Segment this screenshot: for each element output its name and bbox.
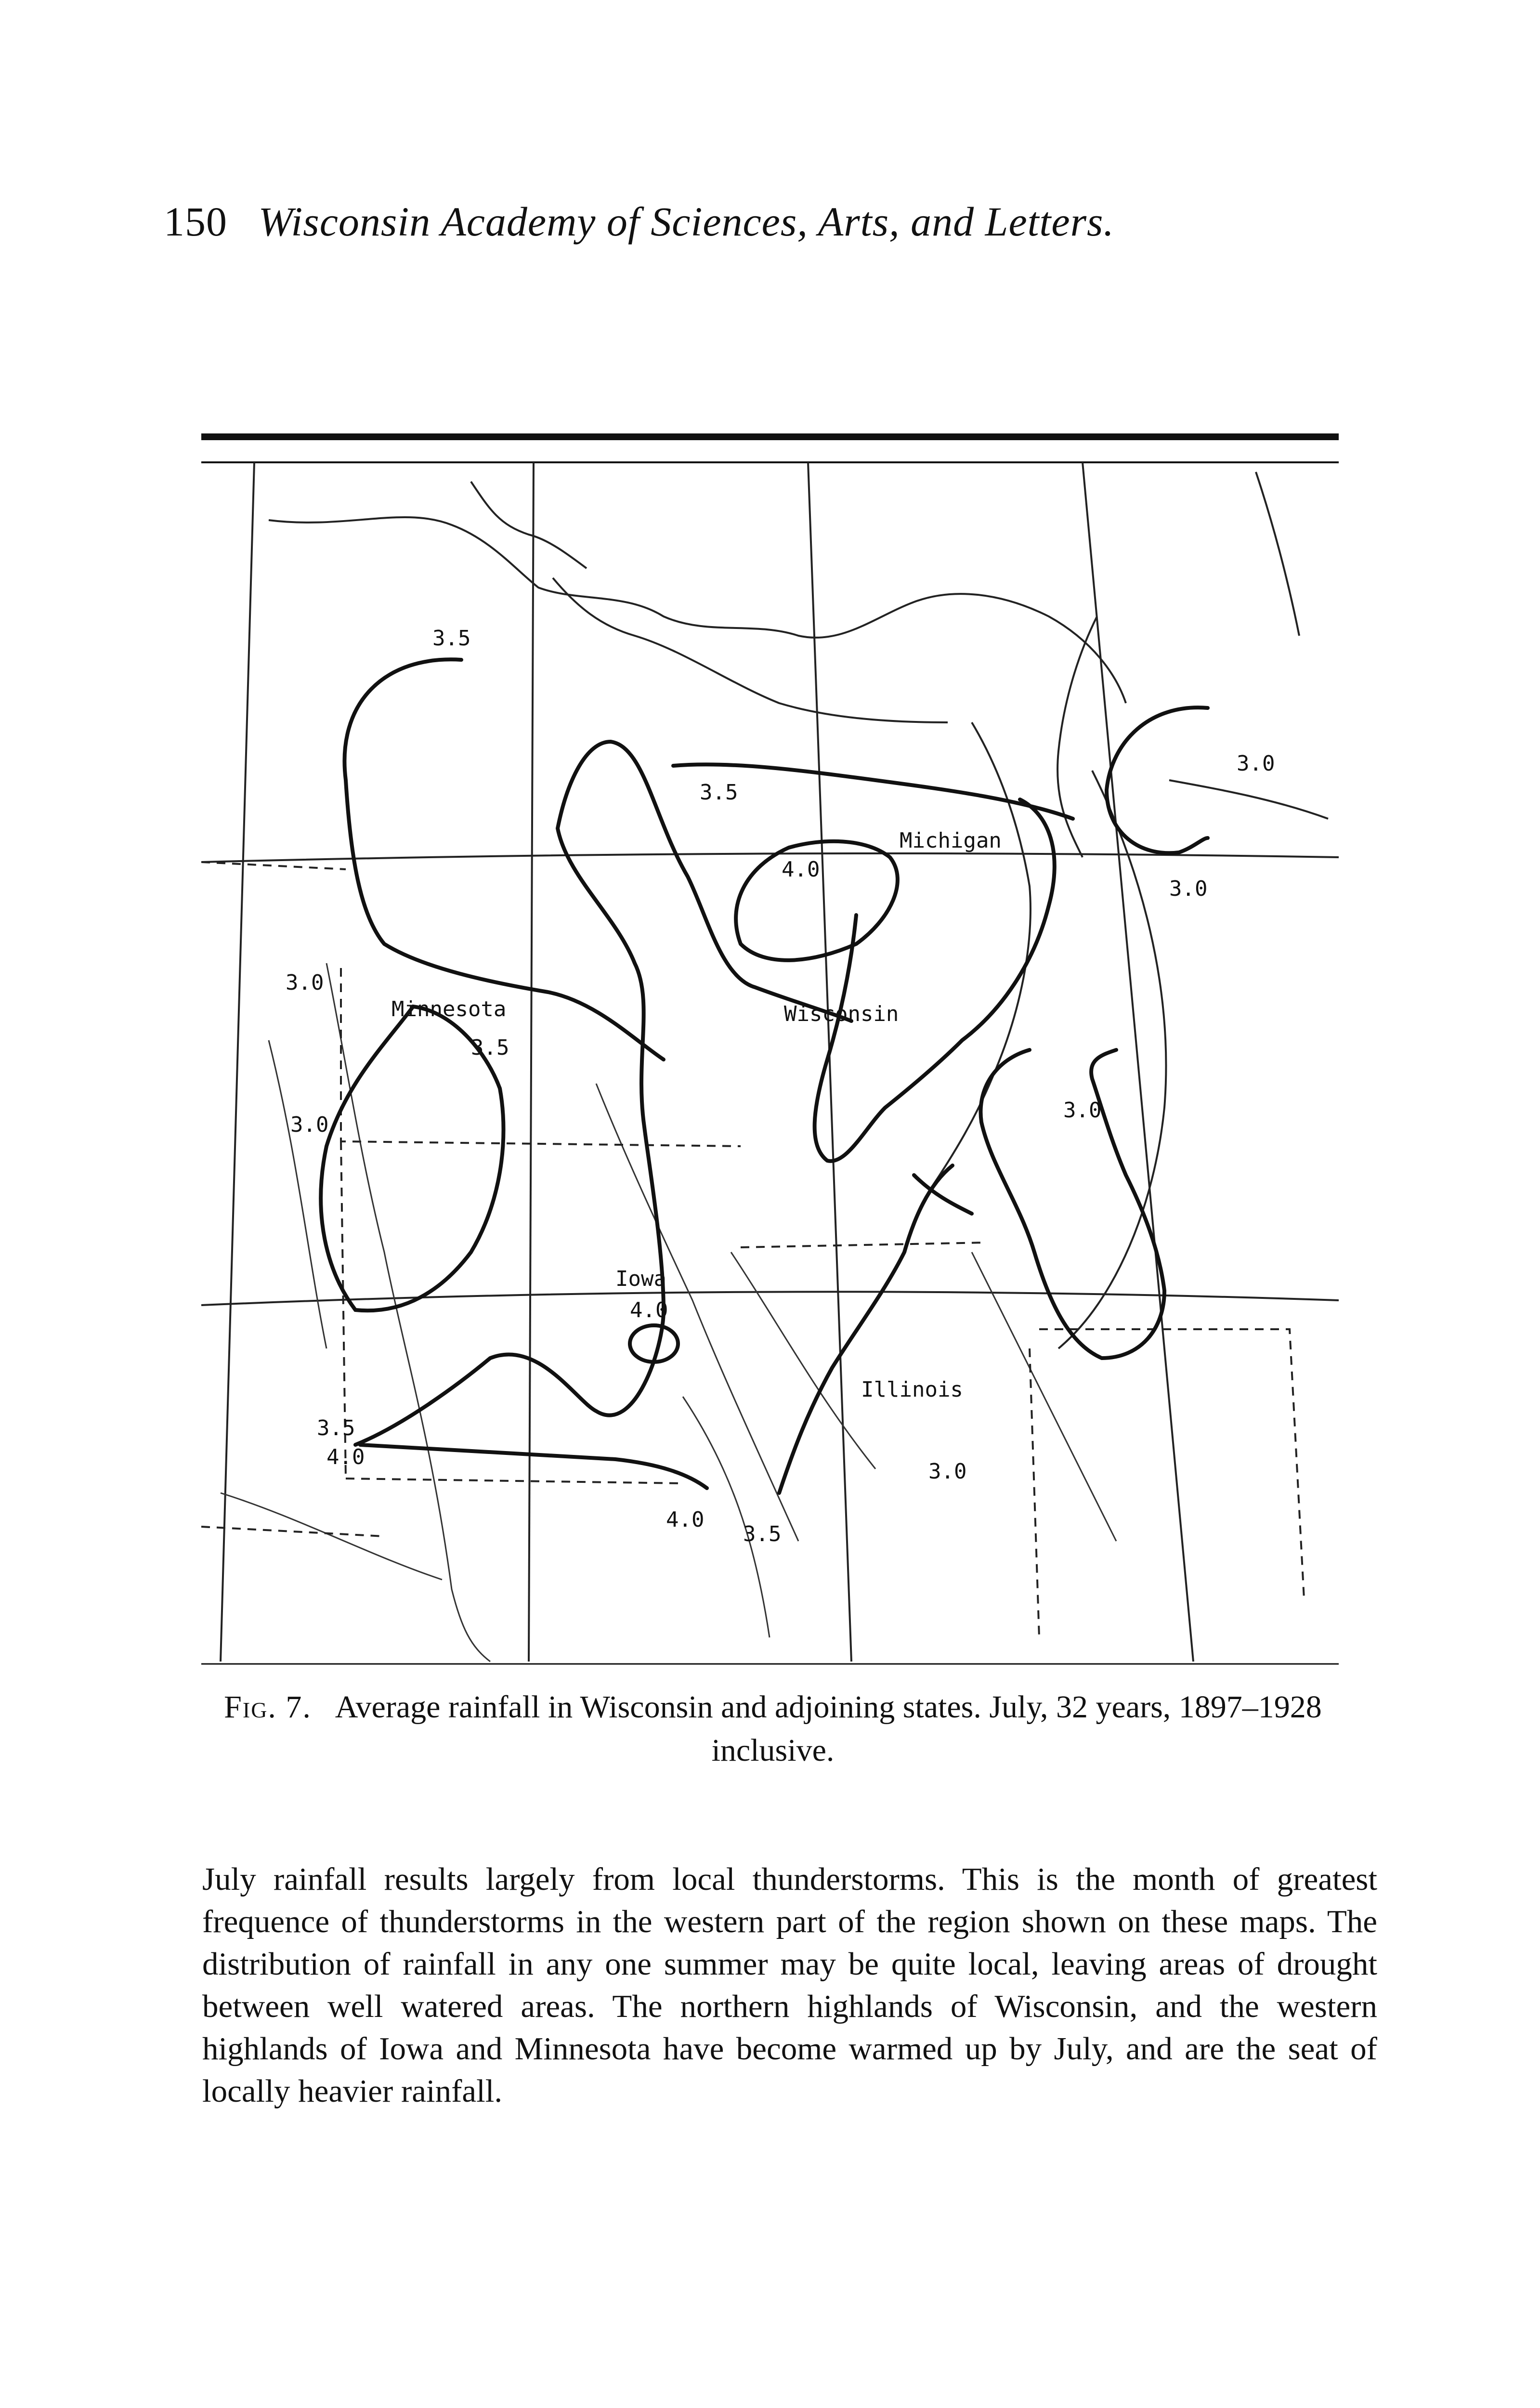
journal-title: Wisconsin Academy of Sciences, Arts, and Letters.: [258, 198, 1115, 245]
map-top-border: [201, 433, 1339, 440]
state-label-wisconsin: Wisconsin: [784, 1002, 899, 1026]
isohyet-label: 3.0: [1237, 751, 1275, 776]
page-number: 150: [164, 198, 227, 245]
isohyet-label: 3.5: [432, 626, 471, 651]
state-label-group: [392, 828, 1002, 1402]
isohyet-label: 4.0: [630, 1298, 668, 1322]
rainfall-map: [201, 433, 1339, 1666]
state-boundaries: [201, 862, 1304, 1637]
figure-caption-text: Average rainfall in Wisconsin and adjoining states. July, 32 years, 1897–1928 inclusive.: [335, 1689, 1322, 1768]
isohyet-label: 4.0: [666, 1507, 705, 1532]
state-label-illinois: Illinois: [861, 1377, 963, 1402]
isohyet-label-group: [286, 626, 1275, 1546]
isohyet-label: 3.0: [1169, 877, 1208, 901]
isohyet-label: 3.0: [290, 1112, 329, 1137]
figure-caption: [212, 1686, 1334, 1772]
isohyet-label: 3.5: [700, 780, 738, 805]
state-label-michigan: Michigan: [900, 828, 1002, 853]
running-header: [164, 197, 1114, 246]
rainfall-map-figure: [201, 433, 1339, 1666]
isohyet-label: 3.5: [317, 1416, 355, 1440]
isohyet-label: 4.0: [782, 857, 820, 882]
rivers: [221, 963, 1116, 1662]
figure-number: Fig. 7.: [224, 1689, 312, 1725]
state-label-minnesota: Minnesota: [392, 997, 507, 1021]
coastlines: [269, 472, 1328, 1348]
isohyets: [321, 659, 1208, 1493]
state-label-iowa: Iowa: [615, 1267, 666, 1291]
isohyet-label: 3.0: [1063, 1098, 1102, 1123]
isohyet-label: 3.5: [471, 1035, 509, 1060]
isohyet-label: 4.0: [326, 1445, 365, 1469]
body-paragraph: July rainfall results largely from local thunderstorms. This is the month of greatest frequence of thunderstorms in the western part of the region shown on these maps. The distribution of rainfall in any one summer may be quite local, leaving areas of drought between well watered areas. The northern highlands of Wisconsin, and the western highlands of Iowa and Minnesota have become warmed up by July, and are the seat of locally heavier rainfall.: [202, 1861, 1377, 2109]
body-text: [202, 1858, 1377, 2112]
isohyet-label: 3.0: [928, 1459, 967, 1484]
isohyet-label: 3.5: [743, 1522, 782, 1546]
isohyet-label: 3.0: [286, 970, 324, 995]
